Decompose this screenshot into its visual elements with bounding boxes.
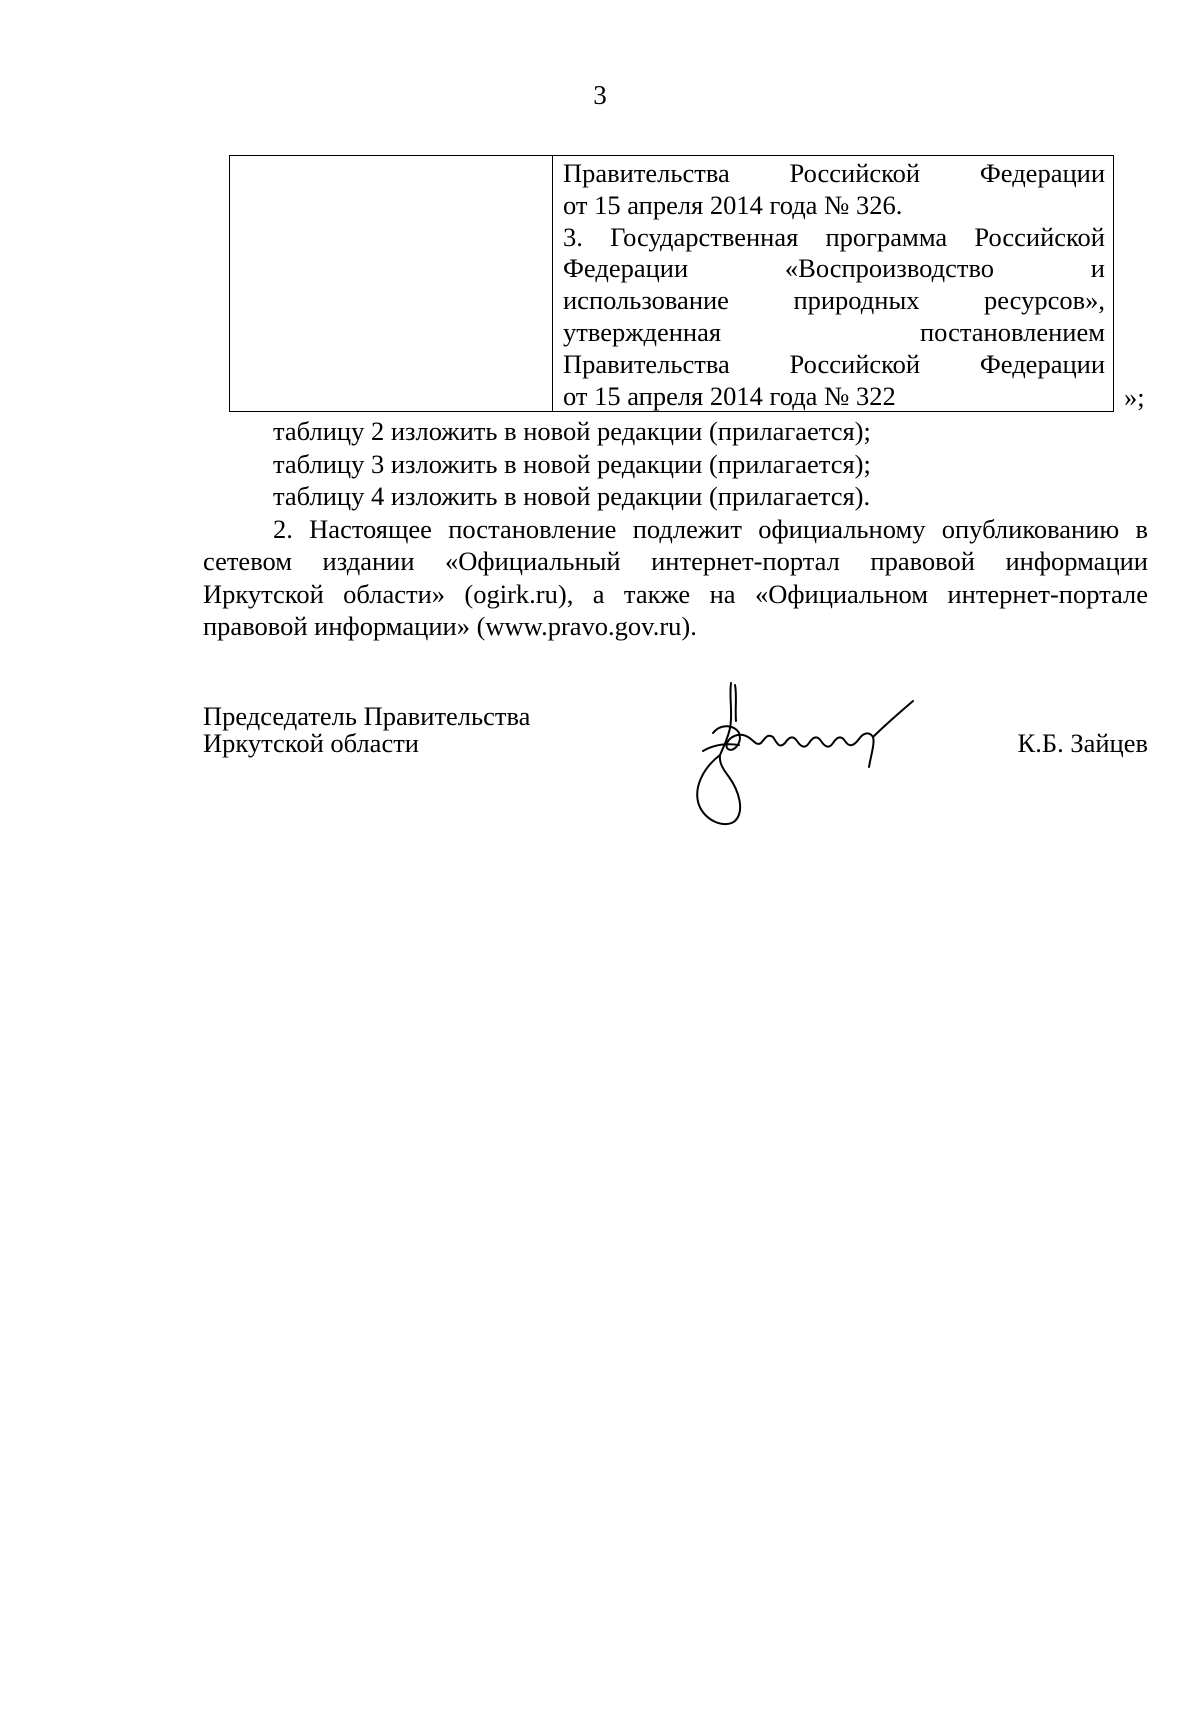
- table-cell-line: использование природных ресурсов»,: [563, 285, 1105, 316]
- table-cell-line: от 15 апреля 2014 года № 326.: [563, 189, 903, 220]
- continuation-table: [229, 155, 1114, 412]
- amendment-line: таблицу 4 изложить в новой редакции (прилагается).: [273, 481, 871, 511]
- signatory-position: Председатель Правительства: [203, 701, 531, 731]
- table-right-cell: [553, 156, 1113, 411]
- signatory-region: Иркутской области: [203, 728, 419, 758]
- page-number: 3: [593, 80, 607, 110]
- body-text: [203, 415, 1148, 643]
- table-cell-line: от 15 апреля 2014 года № 322: [563, 380, 896, 411]
- table-cell-line: Правительства Российской Федерации: [563, 158, 1105, 188]
- paragraph-line: сетевом издании «Официальный интернет-портал правовой информации: [203, 546, 1148, 576]
- publication-paragraph: [203, 513, 1148, 643]
- table-closing-quote: »;: [1124, 382, 1145, 412]
- paragraph-line: 2. Настоящее постановление подлежит официальному опубликованию в: [273, 513, 1148, 544]
- paragraph-line: правовой информации» (www.pravo.gov.ru).: [203, 611, 697, 641]
- paragraph-line: Иркутской области» (ogirk.ru), а также на «Официальном интернет-портале: [203, 578, 1148, 609]
- signatory-name: К.Б. Зайцев: [1017, 728, 1148, 758]
- table-left-cell: [230, 156, 553, 411]
- table-cell-line: утвержденная постановлением: [563, 316, 1105, 347]
- handwritten-signature-icon: [673, 673, 933, 833]
- signature-block: [203, 703, 1148, 843]
- table-cell-line: 3. Государственная программа Российской: [563, 221, 1105, 252]
- table-cell-line: Федерации «Воспроизводство и: [563, 253, 1105, 284]
- amendment-line: таблицу 3 изложить в новой редакции (прилагается);: [273, 448, 871, 479]
- table-cell-line: Правительства Российской Федерации: [563, 348, 1105, 379]
- amendment-line: таблицу 2 изложить в новой редакции (прилагается);: [273, 416, 871, 446]
